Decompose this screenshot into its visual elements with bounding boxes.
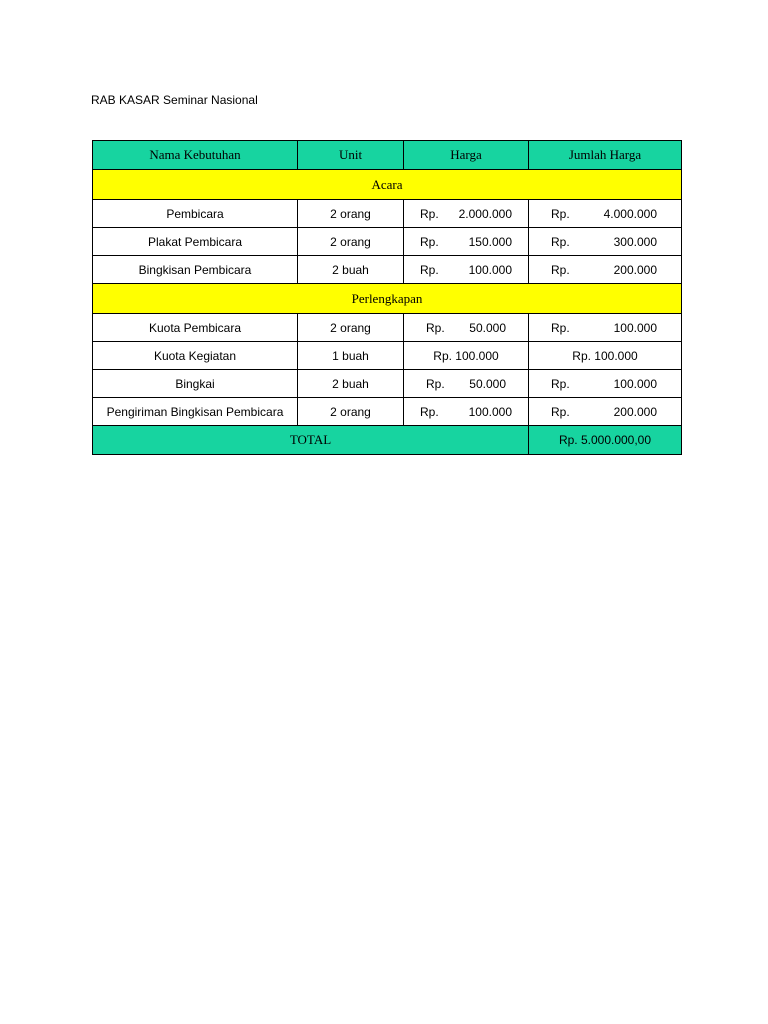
- item-name: Pembicara: [93, 200, 298, 228]
- header-unit: Unit: [298, 141, 404, 170]
- item-name: Kuota Pembicara: [93, 314, 298, 342]
- total-currency: Rp.: [551, 206, 570, 221]
- price-currency: Rp.: [420, 404, 439, 419]
- item-unit: 2 orang: [298, 314, 404, 342]
- table-row: [93, 342, 682, 370]
- item-unit: 2 buah: [298, 370, 404, 398]
- total-value: Rp. 5.000.000,00: [529, 426, 682, 455]
- header-name: Nama Kebutuhan: [93, 141, 298, 170]
- table-row: [93, 370, 682, 398]
- section-label: Acara: [93, 170, 682, 200]
- item-unit: 2 orang: [298, 228, 404, 256]
- price-currency: Rp.: [420, 234, 439, 249]
- item-unit: 1 buah: [298, 342, 404, 370]
- price-amount: 150.000: [468, 234, 512, 249]
- total-amount: 300.000: [613, 234, 657, 249]
- header-price: Harga: [404, 141, 529, 170]
- item-price: [404, 200, 529, 228]
- total-row: [93, 426, 682, 455]
- price-amount: 50.000: [469, 320, 506, 335]
- table-row: [93, 314, 682, 342]
- table-header-row: [93, 141, 682, 170]
- item-price: Rp. 100.000: [404, 342, 529, 370]
- total-amount: 200.000: [613, 404, 657, 419]
- total-currency: Rp.: [551, 404, 570, 419]
- section-row-perlengkapan: [93, 284, 682, 314]
- price-amount: 100.000: [468, 404, 512, 419]
- item-price: [404, 370, 529, 398]
- item-name: Kuota Kegiatan: [93, 342, 298, 370]
- item-price: [404, 256, 529, 284]
- header-total: Jumlah Harga: [529, 141, 682, 170]
- item-unit: 2 orang: [298, 200, 404, 228]
- document-title: RAB KASAR Seminar Nasional: [91, 93, 258, 107]
- item-price: [404, 398, 529, 426]
- section-row-acara: [93, 170, 682, 200]
- total-currency: Rp.: [551, 320, 570, 335]
- item-total: [529, 200, 682, 228]
- item-name: Bingkisan Pembicara: [93, 256, 298, 284]
- price-currency: Rp.: [420, 262, 439, 277]
- table-row: [93, 256, 682, 284]
- price-currency: Rp.: [426, 376, 445, 391]
- item-name: Plakat Pembicara: [93, 228, 298, 256]
- price-currency: Rp.: [426, 320, 445, 335]
- item-unit: 2 orang: [298, 398, 404, 426]
- item-price: [404, 228, 529, 256]
- price-amount: 50.000: [469, 376, 506, 391]
- total-currency: Rp.: [551, 262, 570, 277]
- section-label: Perlengkapan: [93, 284, 682, 314]
- table-row: [93, 200, 682, 228]
- item-total: [529, 314, 682, 342]
- budget-table: [92, 140, 682, 455]
- price-amount: 100.000: [468, 262, 512, 277]
- total-label: TOTAL: [93, 426, 529, 455]
- item-name: Pengiriman Bingkisan Pembicara: [93, 398, 298, 426]
- item-total: Rp. 100.000: [529, 342, 682, 370]
- item-price: [404, 314, 529, 342]
- item-total: [529, 398, 682, 426]
- total-currency: Rp.: [551, 234, 570, 249]
- table-row: [93, 398, 682, 426]
- item-unit: 2 buah: [298, 256, 404, 284]
- item-name: Bingkai: [93, 370, 298, 398]
- total-amount: 4.000.000: [603, 206, 657, 221]
- total-currency: Rp.: [551, 376, 570, 391]
- price-amount: 2.000.000: [458, 206, 512, 221]
- price-currency: Rp.: [420, 206, 439, 221]
- total-amount: 100.000: [613, 320, 657, 335]
- total-amount: 100.000: [613, 376, 657, 391]
- item-total: [529, 228, 682, 256]
- item-total: [529, 370, 682, 398]
- item-total: [529, 256, 682, 284]
- table-row: [93, 228, 682, 256]
- total-amount: 200.000: [613, 262, 657, 277]
